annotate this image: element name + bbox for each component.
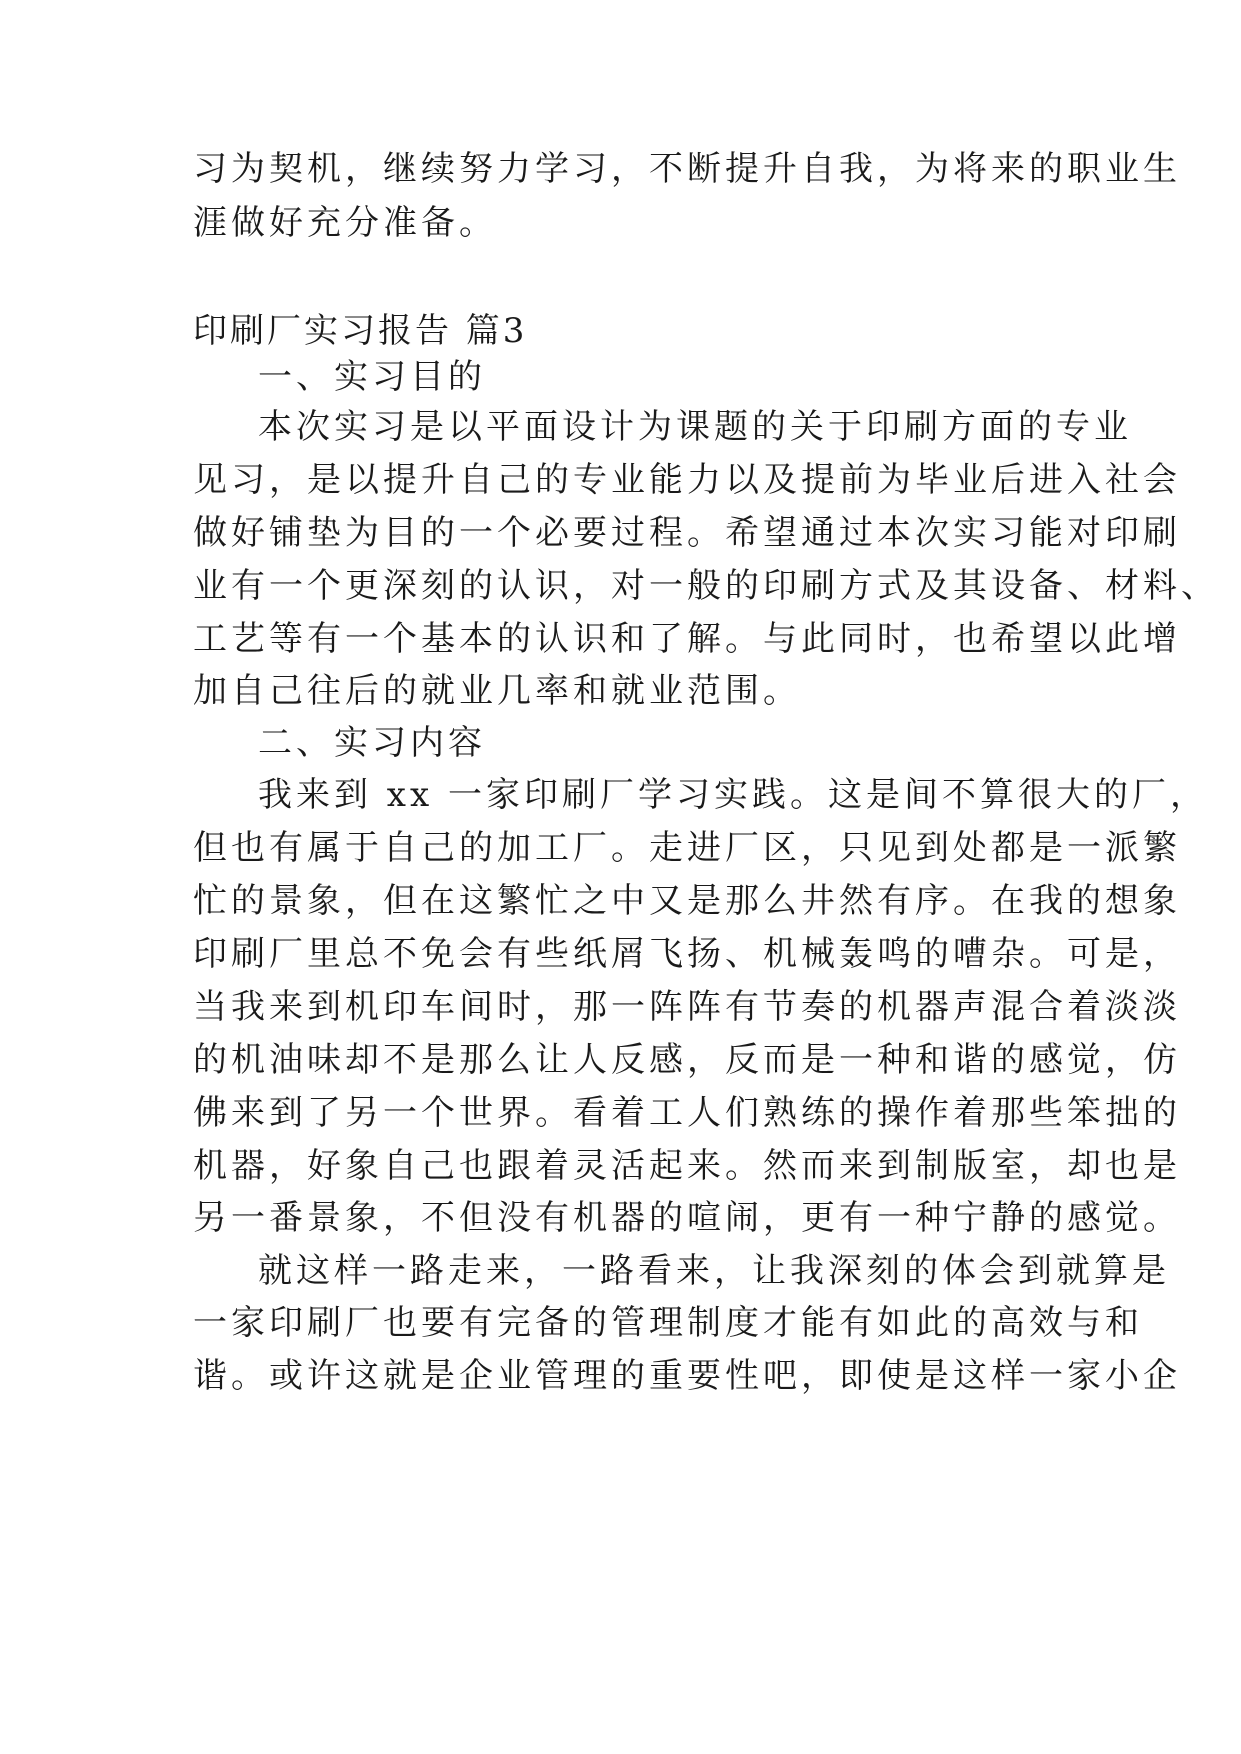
paragraph-line: 习为契机，继续努力学习，不断提升自我，为将来的职业生 bbox=[193, 149, 1181, 189]
heading-content: 二、实习内容 bbox=[258, 723, 486, 763]
paragraph-line: 本次实习是以平面设计为课题的关于印刷方面的专业 bbox=[258, 407, 1132, 447]
paragraph-line: 一家印刷厂也要有完备的管理制度才能有如此的高效与和 bbox=[193, 1303, 1143, 1343]
paragraph-line: 就这样一路走来，一路看来，让我深刻的体会到就算是 bbox=[258, 1251, 1170, 1291]
paragraph-line: 谐。或许这就是企业管理的重要性吧，即使是这样一家小企 bbox=[193, 1356, 1181, 1396]
section-title: 印刷厂实习报告 篇3 bbox=[193, 311, 528, 351]
paragraph-line: 我来到 xx 一家印刷厂学习实践。这是间不算很大的厂， bbox=[258, 775, 1208, 815]
paragraph-line: 做好铺垫为目的一个必要过程。希望通过本次实习能对印刷 bbox=[193, 513, 1181, 553]
paragraph-line: 当我来到机印车间时，那一阵阵有节奏的机器声混合着淡淡 bbox=[193, 987, 1181, 1027]
paragraph-line: 另一番景象，不但没有机器的喧闹，更有一种宁静的感觉。 bbox=[193, 1198, 1181, 1238]
paragraph-line: 但也有属于自己的加工厂。走进厂区，只见到处都是一派繁 bbox=[193, 828, 1181, 868]
paragraph-line: 印刷厂里总不免会有些纸屑飞扬、机械轰鸣的嘈杂。可是， bbox=[193, 934, 1181, 974]
paragraph-line: 见习，是以提升自己的专业能力以及提前为毕业后进入社会 bbox=[193, 460, 1181, 500]
heading-objective: 一、实习目的 bbox=[258, 357, 486, 397]
paragraph-line: 加自己往后的就业几率和就业范围。 bbox=[193, 671, 801, 711]
paragraph-line: 涯做好充分准备。 bbox=[193, 203, 497, 243]
paragraph-line: 忙的景象，但在这繁忙之中又是那么井然有序。在我的想象 bbox=[193, 881, 1181, 921]
paragraph-line: 机器，好象自己也跟着灵活起来。然而来到制版室，却也是 bbox=[193, 1146, 1181, 1186]
paragraph-line: 佛来到了另一个世界。看着工人们熟练的操作着那些笨拙的 bbox=[193, 1093, 1181, 1133]
paragraph-line: 业有一个更深刻的认识，对一般的印刷方式及其设备、材料、 bbox=[193, 566, 1219, 606]
paragraph-line: 工艺等有一个基本的认识和了解。与此同时，也希望以此增 bbox=[193, 619, 1181, 659]
paragraph-line: 的机油味却不是那么让人反感，反而是一种和谐的感觉，仿 bbox=[193, 1040, 1181, 1080]
